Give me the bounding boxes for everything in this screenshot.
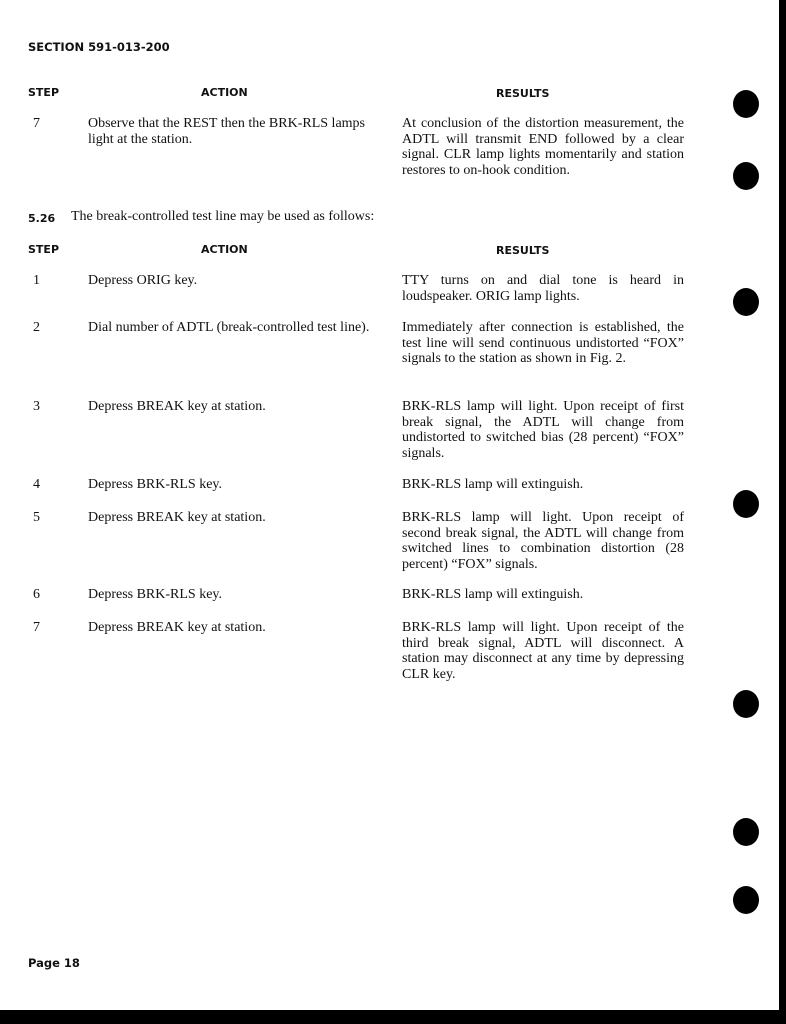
- step-results: BRK-RLS lamp will light. Upon receipt of first break signal, the ADTL will change from undistorted to switched bias (28 percent) “FOX” signals.: [402, 399, 684, 461]
- paragraph-number: 5.26: [28, 212, 56, 225]
- table1-action-header: ACTION: [201, 86, 248, 99]
- punch-hole: [733, 90, 759, 118]
- step-action: Depress BREAK key at station.: [88, 620, 266, 635]
- step-results: TTY turns on and dial tone is heard in loudspeaker. ORIG lamp lights.: [402, 273, 684, 304]
- paragraph-text: The break-controlled test line may be used as follows:: [71, 209, 375, 224]
- step-results: Immediately after connection is established, the test line will send continuous undistorted “FOX” signals to the station as shown in Fig. 2.: [402, 320, 684, 367]
- step-action: Depress BRK-RLS key.: [88, 477, 223, 492]
- step-action: Dial number of ADTL (break-controlled test line).: [88, 320, 370, 335]
- step-number: 1: [33, 273, 40, 288]
- step-action: Depress BREAK key at station.: [88, 399, 266, 414]
- page-number: Page 18: [28, 956, 80, 970]
- punch-hole: [733, 490, 759, 518]
- punch-hole: [733, 288, 759, 316]
- step-results: BRK-RLS lamp will light. Upon receipt of the third break signal, ADTL will disconnect. A station may disconnect at any time by depressing CLR key.: [402, 620, 684, 682]
- step-results: At conclusion of the distortion measurement, the ADTL will transmit END followed by a clear signal. CLR lamp lights momentarily and station restores to on-hook condition.: [402, 116, 684, 178]
- punch-hole: [733, 162, 759, 190]
- table2-action-header: ACTION: [201, 243, 248, 256]
- punch-hole: [733, 818, 759, 846]
- step-action: Observe that the REST then the BRK-RLS lamps light at the station.: [88, 116, 365, 147]
- step-number: 7: [33, 116, 40, 131]
- step-number: 6: [33, 587, 40, 602]
- step-action: Depress BRK-RLS key.: [88, 587, 223, 602]
- step-number: 3: [33, 399, 40, 414]
- punch-hole: [733, 690, 759, 718]
- step-action: Depress BREAK key at station.: [88, 510, 266, 525]
- step-results: BRK-RLS lamp will light. Upon receipt of second break signal, the ADTL will change from switched lines to combination distortion (28 percent) “FOX” signals.: [402, 510, 684, 572]
- table1-results-header: RESULTS: [496, 87, 550, 100]
- table1-step-header: STEP: [28, 86, 60, 99]
- table2-results-header: RESULTS: [496, 244, 550, 257]
- step-number: 5: [33, 510, 40, 525]
- section-header: SECTION 591-013-200: [28, 40, 170, 54]
- step-action: Depress ORIG key.: [88, 273, 198, 288]
- scan-edge: [779, 0, 786, 1024]
- step-number: 4: [33, 477, 40, 492]
- punch-hole: [733, 886, 759, 914]
- table2-step-header: STEP: [28, 243, 60, 256]
- step-number: 7: [33, 620, 40, 635]
- scan-edge: [0, 1010, 786, 1024]
- step-number: 2: [33, 320, 40, 335]
- step-results: BRK-RLS lamp will extinguish.: [402, 477, 584, 492]
- step-results: BRK-RLS lamp will extinguish.: [402, 587, 584, 602]
